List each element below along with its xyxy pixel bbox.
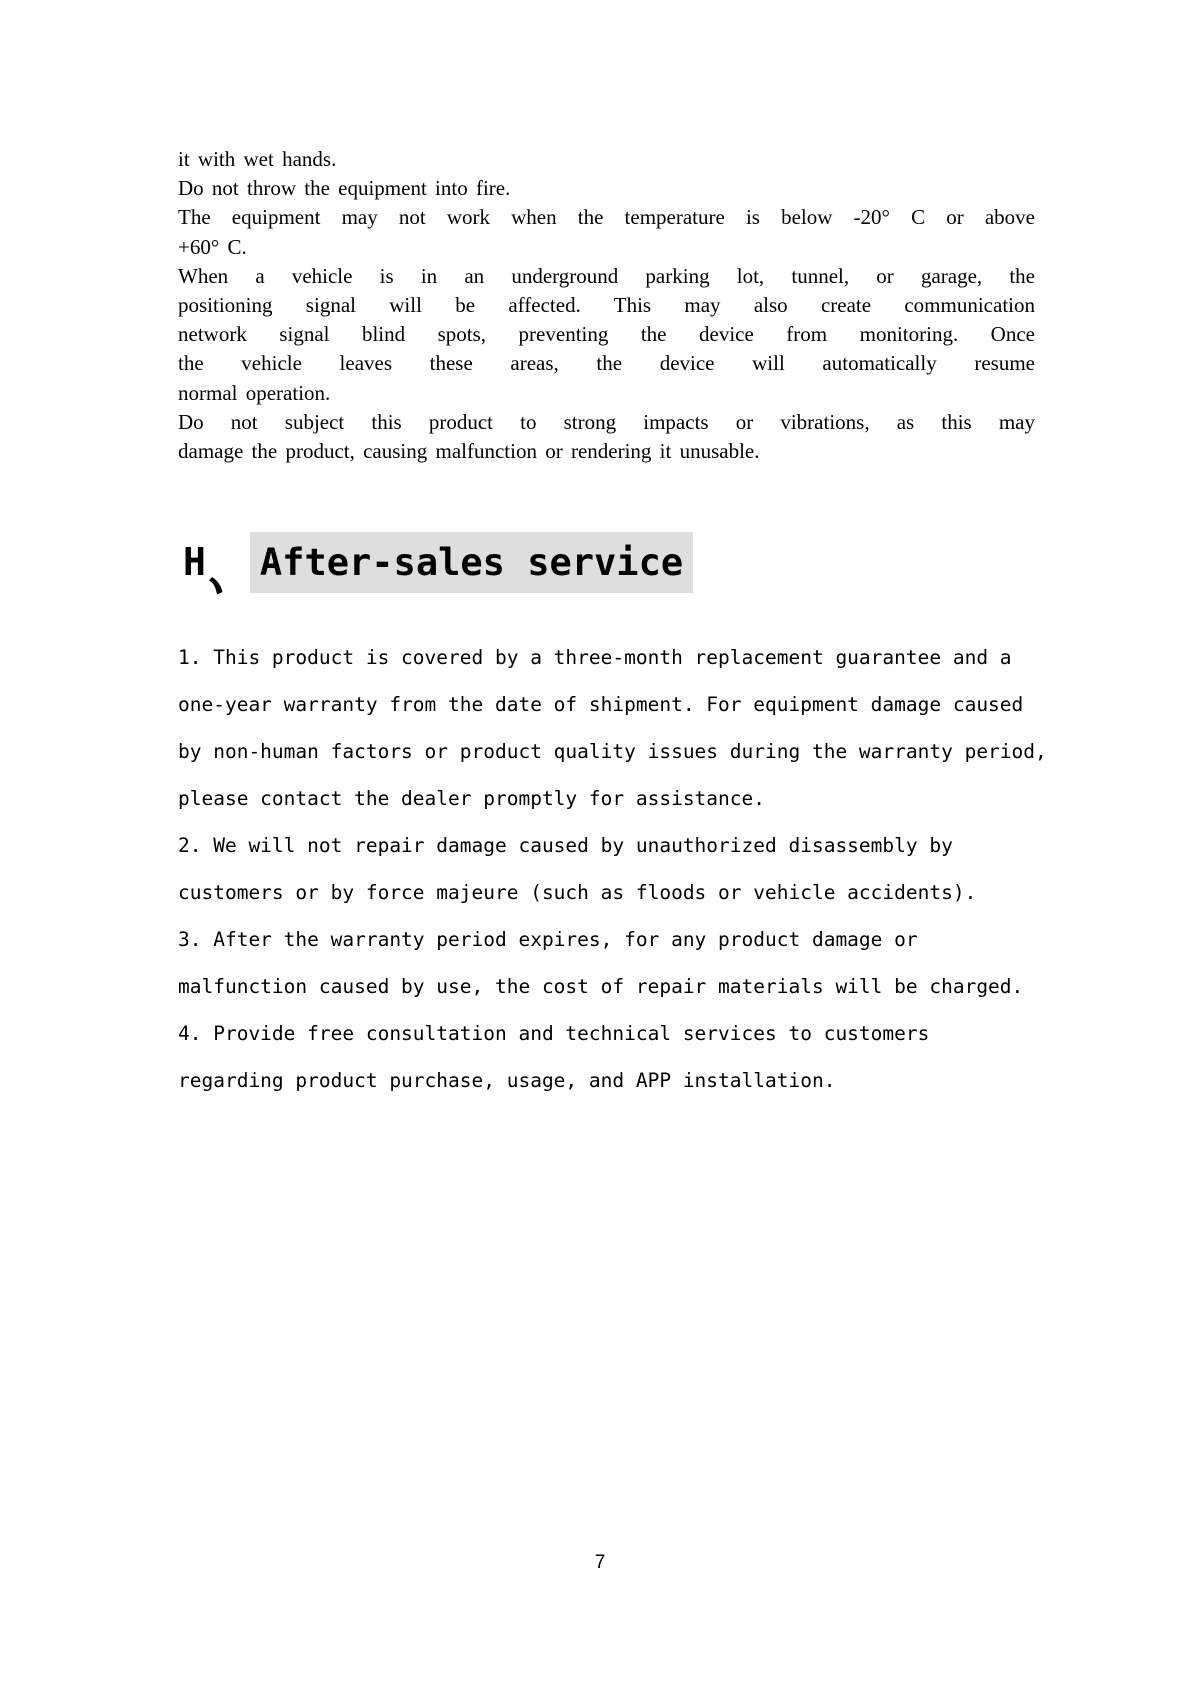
section-heading xyxy=(183,532,693,593)
text-line: by non-human factors or product quality issues during the warranty period, xyxy=(178,740,1047,763)
text-line: When a vehicle is in an underground parking lot, tunnel, or garage, the xyxy=(178,263,1035,288)
text-line: one-year warranty from the date of shipment. For equipment damage caused xyxy=(178,693,1024,716)
text-line: +60° C. xyxy=(178,234,247,259)
text-line: 4. Provide free consultation and technical services to customers xyxy=(178,1022,930,1045)
text-line: positioning signal will be affected. This may also create communication xyxy=(178,293,1035,318)
text-line: Do not throw the equipment into fire. xyxy=(178,176,511,201)
text-line: normal operation. xyxy=(178,380,331,405)
text-line: 1. This product is covered by a three-month replacement guarantee and a xyxy=(178,646,1012,669)
text-line: 2. We will not repair damage caused by unauthorized disassembly by xyxy=(178,834,953,857)
text-line: network signal blind spots, preventing the device from monitoring. Once xyxy=(178,322,1035,347)
ideographic-comma-icon xyxy=(209,565,224,583)
text-line: malfunction caused by use, the cost of repair materials will be charged. xyxy=(178,975,1024,998)
heading-highlighted-text: After-sales service xyxy=(250,532,693,593)
heading-letter: H xyxy=(183,540,206,584)
text-line: it with wet hands. xyxy=(178,147,337,171)
text-line: the vehicle leaves these areas, the device will automatically resume xyxy=(178,351,1035,376)
page-number: 7 xyxy=(594,1552,606,1573)
text-line: 3. After the warranty period expires, for any product damage or xyxy=(178,928,918,951)
text-line: customers or by force majeure (such as floods or vehicle accidents). xyxy=(178,881,977,904)
after-sales-list xyxy=(178,634,1058,1104)
intro-section xyxy=(178,145,1035,466)
text-line: regarding product purchase, usage, and APP installation. xyxy=(178,1069,836,1092)
text-line: The equipment may not work when the temperature is below -20° C or above xyxy=(178,205,1035,230)
text-line: please contact the dealer promptly for assistance. xyxy=(178,787,765,810)
text-line: damage the product, causing malfunction or rendering it unusable. xyxy=(178,439,760,464)
text-line: Do not subject this product to strong impacts or vibrations, as this may xyxy=(178,409,1035,434)
